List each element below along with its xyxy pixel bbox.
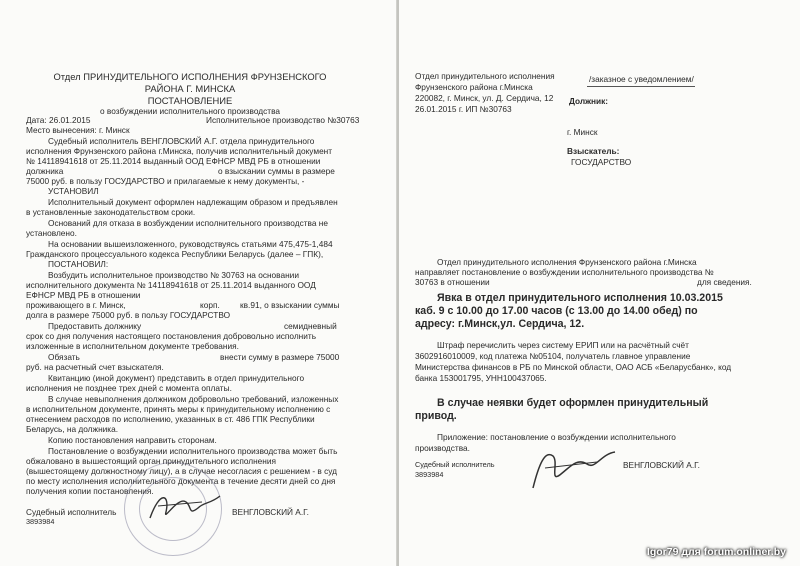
- sender-address-line: Отдел принудительного исполнения: [415, 71, 555, 81]
- signature-code: 3893984: [415, 470, 444, 479]
- body-line: руб. на расчетный счет взыскателя.: [26, 362, 164, 372]
- body-line: Копию постановления направить сторонам.: [48, 435, 217, 445]
- body-line: На основании вышеизложенного, руководствуясь статьями 475,475-1,484: [48, 239, 333, 249]
- body-line: Постановление о возбуждении исполнительного производства может быть: [48, 446, 338, 456]
- body-line: кв.91, о взыскании суммы: [240, 300, 340, 310]
- body-line: семидневный: [284, 321, 337, 331]
- body-line: Судебный исполнитель ВЕНГЛОВСКИЙ А.Г. отдела принудительного: [48, 136, 315, 146]
- payment-line: Штраф перечислить через систему ЕРИП или на расчётный счёт: [437, 340, 689, 350]
- established-heading: УСТАНОВИЛ: [48, 186, 99, 196]
- note-line: Отдел принудительного исполнения Фрунзенского района г.Минска: [437, 257, 697, 267]
- body-line: исполнения не позднее трех дней с момента оплаты.: [26, 383, 232, 393]
- body-line: внести сумму в размере 75000: [220, 352, 340, 362]
- issue-place: Место вынесения: г. Минск: [26, 125, 130, 135]
- body-line: Предоставить должнику: [48, 321, 142, 331]
- note-line: направляет постановление о возбуждении исполнительного производства №: [415, 267, 714, 277]
- body-line: о взыскании суммы в размере: [218, 166, 335, 176]
- payment-line: 3602916010009, код платежа №05104, получатель главное управление: [415, 351, 691, 361]
- body-line: отнесением расходов по исполнению, указанных в ст. 486 ГПК Республики: [26, 414, 315, 424]
- body-line: Исполнительный документ оформлен надлежащим образом и предъявлен: [48, 197, 338, 207]
- district-header: РАЙОНА Г. МИНСКА: [144, 83, 236, 94]
- body-line: Квитанцию (иной документ) представить в отдел принудительного: [48, 373, 305, 383]
- department-header: Отдел ПРИНУДИТЕЛЬНОГО ИСПОЛНЕНИЯ ФРУНЗЕНСКОГО: [53, 71, 327, 82]
- signature-name: ВЕНГЛОВСКИЙ А.Г.: [232, 507, 309, 517]
- body-line: В случае невыполнения должником добровольно требований, изложенных: [48, 394, 339, 404]
- body-line: обжаловано в вышестоящий орган принудительного исполнения: [26, 456, 277, 466]
- payment-line: банка 153001795, УНН100437065.: [415, 373, 547, 383]
- document-date: Дата: 26.01.2015: [26, 115, 91, 125]
- signature-code: 3893984: [26, 517, 55, 526]
- signature-label: Судебный исполнитель: [415, 460, 495, 469]
- body-line: проживающего в г. Минск,: [26, 300, 126, 310]
- body-line: Обязать: [48, 352, 80, 362]
- creditor-label: Взыскатель:: [567, 146, 620, 156]
- forum-watermark: Igor79 для forum.onliner.by: [646, 546, 786, 558]
- note-line: 30763 в отношении: [415, 277, 490, 287]
- summons-line: Явка в отдел принудительного исполнения 10.03.2015: [437, 292, 723, 304]
- body-line: установлено.: [26, 228, 77, 238]
- summons-line: каб. 9 с 10.00 до 17.00 часов (с 13.00 до 14.00 обед) по: [415, 305, 698, 317]
- city-text: г. Минск: [567, 127, 598, 137]
- sender-address-line: 220082, г. Минск, ул. Д. Сердича, 12: [415, 93, 554, 103]
- handwritten-signature: [527, 444, 619, 494]
- document-title: ПОСТАНОВЛЕНИЕ: [147, 95, 233, 106]
- warning-line: привод.: [415, 410, 457, 422]
- sender-address-line: 26.01.2015 г. ИП №30763: [415, 104, 512, 114]
- body-line: получения копии постановления.: [26, 486, 154, 496]
- body-line: в исполнительном документе, принять меры к принудительному исполнению с: [26, 404, 331, 414]
- decided-heading: ПОСТАНОВИЛ:: [48, 259, 109, 269]
- body-line: (вышестоящему должностному лицу), а в случае несогласия с решением - в суд: [26, 466, 337, 476]
- payment-line: Министерства финансов в РБ по Минской области, ОАО АСБ «Беларусбанк», код: [415, 362, 732, 372]
- debtor-label: Должник:: [569, 96, 609, 106]
- body-line: изложенные в исполнительном документе требования.: [26, 341, 239, 351]
- body-line: должника: [26, 166, 64, 176]
- signature-name: ВЕНГЛОВСКИЙ А.Г.: [623, 460, 700, 470]
- body-line: исполнения Фрунзенского района г.Минска, получив исполнительный документ: [26, 146, 333, 156]
- registered-mail-label: /заказное с уведомлением/: [589, 74, 694, 84]
- document-subtitle: о возбуждении исполнительного производства: [100, 106, 280, 116]
- body-line: 75000 руб. в пользу ГОСУДАРСТВО и прилагаемые к нему документы, -: [26, 176, 305, 186]
- left-page-resolution: [0, 0, 397, 566]
- summons-line: адресу: г.Минск,ул. Сердича, 12.: [415, 318, 585, 330]
- body-line: № 14118941618 от 25.11.2014 выданный ООД ЕФНСР МВД РБ в отношении: [26, 156, 321, 166]
- body-line: срок со дня получения настоящего постановления добровольно исполнить: [26, 331, 317, 341]
- warning-line: В случае неявки будет оформлен принудительный: [437, 397, 709, 409]
- body-line: в установленные законодательством сроки.: [26, 207, 196, 217]
- divider-line: [587, 86, 695, 87]
- body-line: ЕФНСР МВД РБ в отношении: [26, 290, 141, 300]
- body-line: по месту исполнения исполнительного документа в течение десяти дней со дня: [26, 476, 336, 486]
- sender-address-line: Фрунзенского района г.Минска: [415, 82, 533, 92]
- case-number: Исполнительное производство №30763: [206, 115, 360, 125]
- body-line: исполнительного документа № 14118941618 от 25.11.2014 выданного ООД: [26, 280, 316, 290]
- note-line: для сведения.: [697, 277, 752, 287]
- body-line: корп.: [200, 300, 220, 310]
- body-line: Возбудить исполнительное производство № 30763 на основании: [48, 270, 299, 280]
- handwritten-signature: [146, 486, 224, 526]
- right-page-notice: [399, 0, 800, 566]
- attachment-line: Приложение: постановление о возбуждении исполнительного: [437, 432, 676, 442]
- body-line: Беларусь, на должника.: [26, 424, 119, 434]
- body-line: Гражданского процессуального кодекса Республики Беларусь (далее – ГПК),: [26, 249, 324, 259]
- creditor-value: ГОСУДАРСТВО: [571, 157, 632, 167]
- attachment-line: производства.: [415, 443, 470, 453]
- body-line: Оснований для отказа в возбуждении исполнительного производства не: [48, 218, 328, 228]
- body-line: долга в размере 75000 руб. в пользу ГОСУДАРСТВО: [26, 310, 231, 320]
- signature-label: Судебный исполнитель: [26, 507, 117, 517]
